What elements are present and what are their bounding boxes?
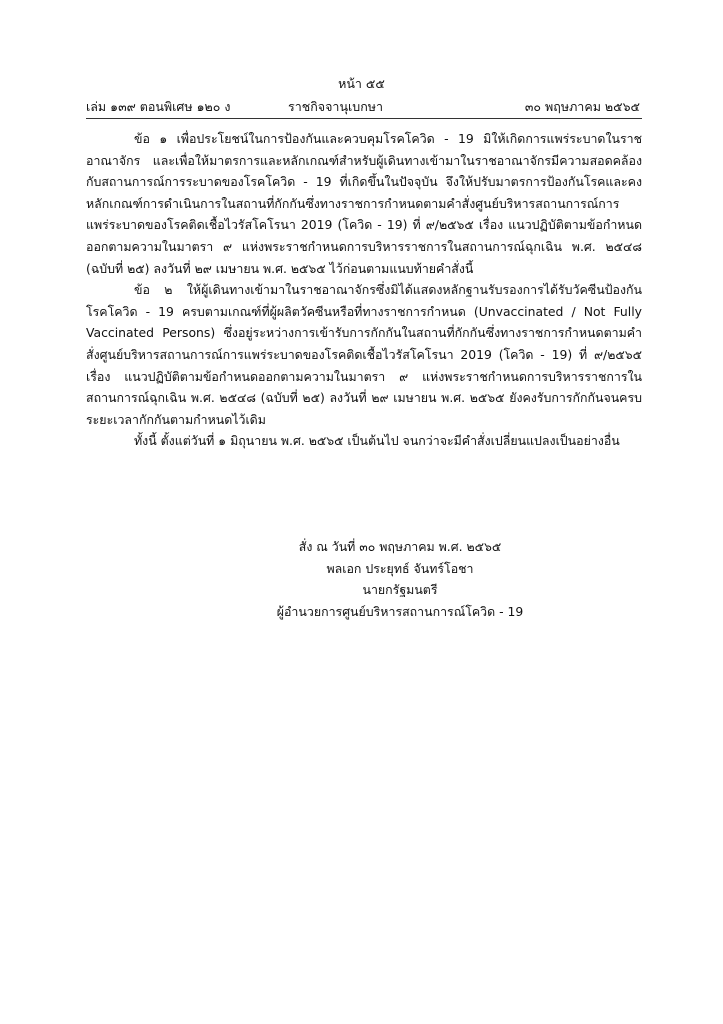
signatory-position: นายกรัฐมนตรี	[362, 582, 438, 598]
document-body	[86, 128, 642, 452]
header-divider	[86, 118, 642, 119]
signatory-role: ผู้อำนวยการศูนย์บริหารสถานการณ์โควิด - 19	[276, 603, 524, 619]
clause-1: ข้อ ๑ เพื่อประโยชน์ในการป้องกันและควบคุมโรคโควิด - 19 มิให้เกิดการแพร่ระบาดในราชอาณาจักร และเพื่อให้มาตรการและหลักเกณฑ์สำหรับผู้เดินทางเข้ามาในราชอาณาจักรมีความสอดคล้องกับสถานการณ์การระบาดของโรคโควิด - 19 ที่เกิดขึ้นในปัจจุบัน จึงให้ปรับมาตรการป้องกันโรคและคงหลักเกณฑ์การดำเนินการในสถานที่กักกันซึ่งทางราชการกำหนดตามคำสั่งศูนย์บริหารสถานการณ์การแพร่ระบาดของโรคติดเชื้อไวรัสโคโรนา 2019 (โควิด - 19) ที่ ๙/๒๕๖๕ เรื่อง แนวปฏิบัติตามข้อกำหนดออกตามความในมาตรา ๙ แห่งพระราชกำหนดการบริหารราชการในสถานการณ์ฉุกเฉิน พ.ศ. ๒๕๔๘ (ฉบับที่ ๒๕) ลงวันที่ ๒๙ เมษายน พ.ศ. ๒๕๖๕ ไว้ก่อนตามแนบท้ายคำสั่งนี้	[86, 131, 642, 276]
gazette-header	[86, 97, 640, 115]
effective-date-paragraph: ทั้งนี้ ตั้งแต่วันที่ ๑ มิถุนายน พ.ศ. ๒๕๖๕ เป็นต้นไป จนกว่าจะมีคำสั่งเปลี่ยนแปลงเป็นอย่างอื่น	[134, 433, 620, 449]
page-number: หน้า ๕๕	[338, 76, 385, 91]
clause-2: ข้อ ๒ ให้ผู้เดินทางเข้ามาในราชอาณาจักรซึ่งมิได้แสดงหลักฐานรับรองการได้รับวัคซีนป้องกันโรคโควิด - 19 ครบตามเกณฑ์ที่ผู้ผลิตวัคซีนหรือที่ทางราชการกำหนด (Unvaccinated / Not Fully Vaccinated Persons) ซึ่งอยู่ระหว่างการเข้ารับการกักกันในสถานที่กักกันซึ่งทางราชการกำหนดตามคำสั่งศูนย์บริหารสถานการณ์การแพร่ระบาดของโรคติดเชื้อไวรัสโคโรนา 2019 (โควิด - 19) ที่ ๙/๒๕๖๕ เรื่อง แนวปฏิบัติตามข้อกำหนดออกตามความในมาตรา ๙ แห่งพระราชกำหนดการบริหารราชการในสถานการณ์ฉุกเฉิน พ.ศ. ๒๕๔๘ (ฉบับที่ ๒๕) ลงวันที่ ๒๙ เมษายน พ.ศ. ๒๕๖๕ ยังคงรับการกักกันจนครบระยะเวลากักกันตามกำหนดไว้เดิม	[86, 282, 642, 427]
gazette-title: ราชกิจจานุเบกษา	[288, 99, 384, 114]
volume-issue: เล่ม ๑๓๙ ตอนพิเศษ ๑๒๐ ง	[86, 99, 231, 114]
signature-block	[250, 536, 550, 622]
order-date: สั่ง ณ วันที่ ๓๐ พฤษภาคม พ.ศ. ๒๕๖๕	[298, 539, 502, 554]
signatory-name: พลเอก ประยุทธ์ จันทร์โอชา	[326, 560, 474, 576]
issue-date: ๓๐ พฤษภาคม ๒๕๖๕	[524, 99, 640, 114]
